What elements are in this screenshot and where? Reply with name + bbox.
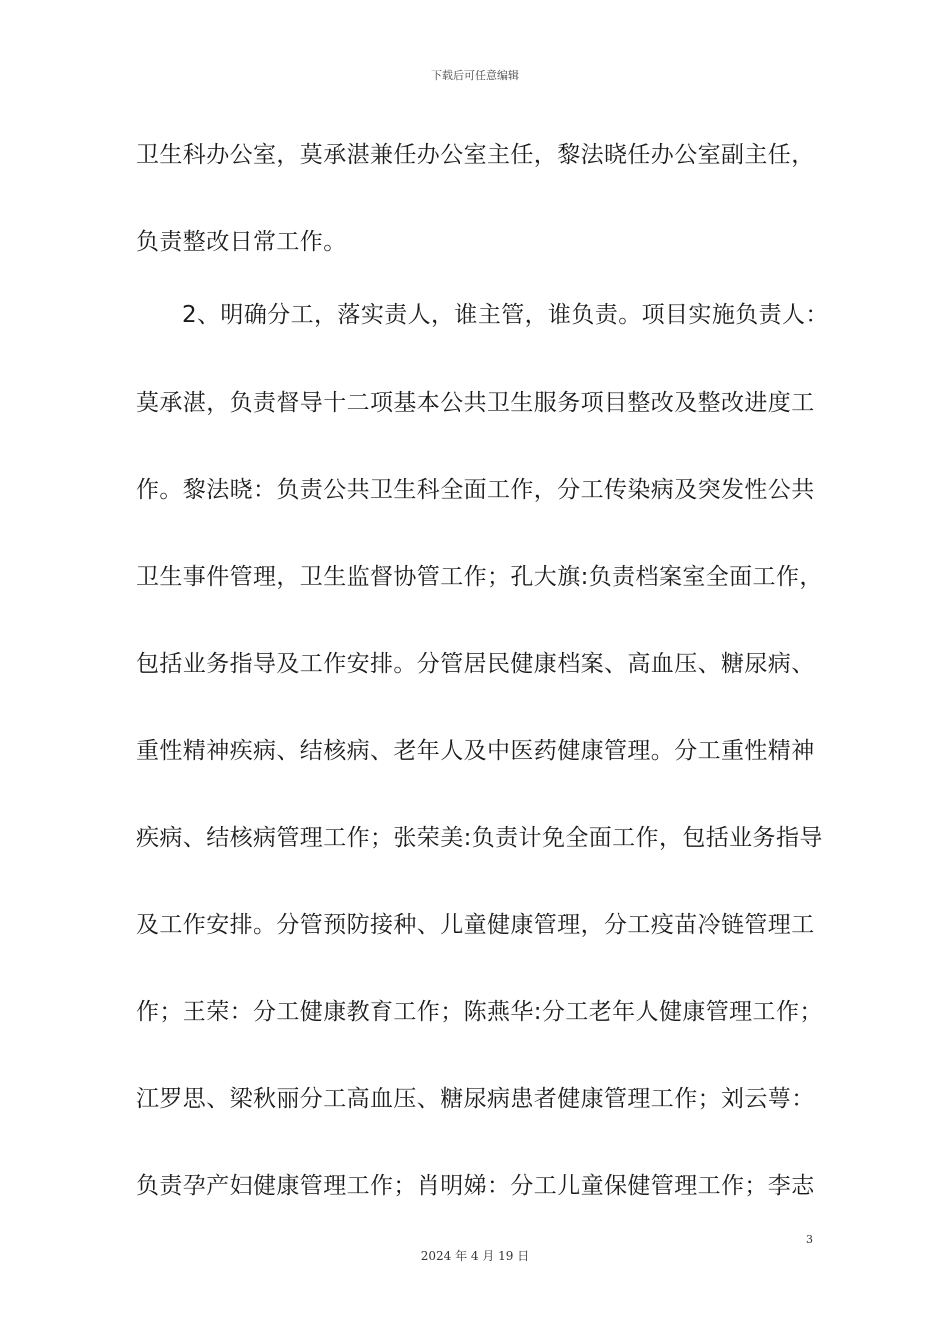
text-line: 作；王荣：分工健康教育工作；陈燕华:分工老年人健康管理工作； — [136, 999, 823, 1025]
text-line: 江罗思、梁秋丽分工高血压、糖尿病患者健康管理工作；刘云萼： — [136, 1086, 815, 1112]
text-line: 疾病、结核病管理工作；张荣美:负责计免全面工作，包括业务指导 — [136, 825, 823, 851]
page-footer-date: 2024 年 4 月 19 日 — [420, 1249, 530, 1263]
text-line: 卫生科办公室，莫承湛兼任办公室主任，黎法晓任办公室副主任， — [136, 142, 815, 168]
text-line: 包括业务指导及工作安排。分管居民健康档案、高血压、糖尿病、 — [136, 651, 815, 677]
text-line: 负责整改日常工作。 — [136, 229, 347, 255]
text-line: 卫生事件管理，卫生监督协管工作；孔大旗:负责档案室全面工作， — [136, 564, 823, 590]
text-line: 负责孕产妇健康管理工作；肖明娣：分工儿童保健管理工作；李志 — [136, 1173, 815, 1199]
text-line: 莫承湛，负责督导十二项基本公共卫生服务项目整改及整改进度工 — [136, 390, 815, 416]
page-header: 下载后可任意编辑 — [431, 69, 519, 82]
page-number: 3 — [806, 1233, 813, 1246]
text-line: 2、明确分工，落实责人，谁主管，谁负责。项目实施负责人： — [182, 302, 829, 328]
text-line: 重性精神疾病、结核病、老年人及中医药健康管理。分工重性精神 — [136, 738, 815, 764]
text-line: 作。黎法晓：负责公共卫生科全面工作，分工传染病及突发性公共 — [136, 477, 815, 503]
text-line: 及工作安排。分管预防接种、儿童健康管理，分工疫苗冷链管理工 — [136, 912, 815, 938]
